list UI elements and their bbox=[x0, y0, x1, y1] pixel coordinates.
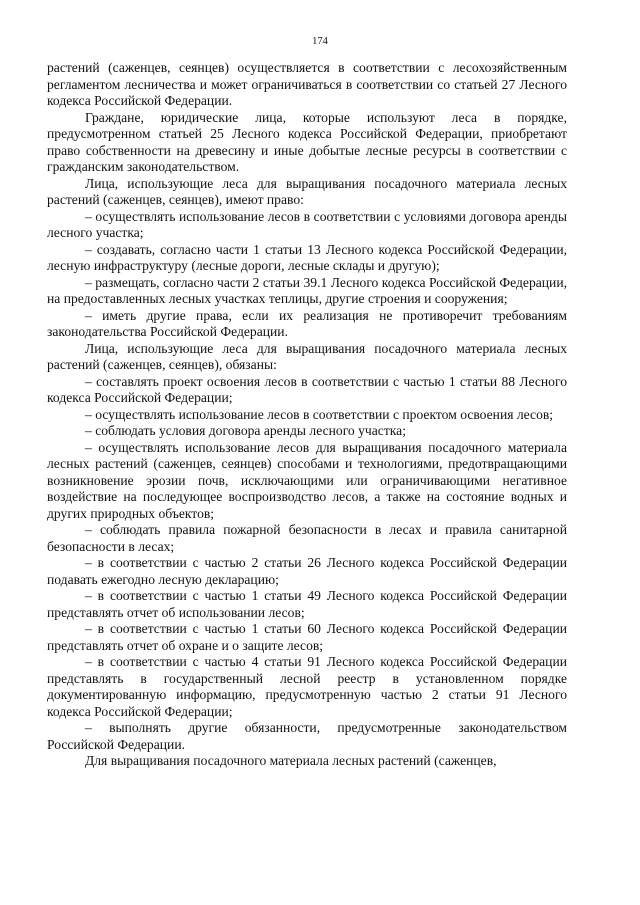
paragraph: – в соответствии с частью 4 статьи 91 Лесного кодекса Российской Федерации представлять в государственный лесной реестр в установленном порядке документированную информацию, предусмотренную частью 2 статьи 91 Лесного кодекса Российской Федерации; bbox=[47, 654, 567, 719]
paragraph: – выполнять другие обязанности, предусмотренные законодательством Российской Федерации. bbox=[47, 720, 567, 752]
paragraph: Лица, использующие леса для выращивания посадочного материала лесных растений (саженцев, сеянцев), обязаны: bbox=[47, 340, 567, 372]
paragraph: Лица, использующие леса для выращивания посадочного материала лесных растений (саженцев, сеянцев), имеют право: bbox=[47, 175, 567, 207]
paragraph: – составлять проект освоения лесов в соответствии с частью 1 статьи 88 Лесного кодекса Российской Федерации; bbox=[47, 373, 567, 405]
paragraph: Граждане, юридические лица, которые используют леса в порядке, предусмотренном статьей 25 Лесного кодекса Российской Федерации, приобретают право собственности на древесину и иные добытые лесные ресурсы в соответствии с гражданским законодательством. bbox=[47, 109, 567, 174]
paragraph: растений (саженцев, сеянцев) осуществляется в соответствии с лесохозяйственным регламентом лесничества и может ограничиваться в соответствии со статьей 27 Лесного кодекса Российской Федерации. bbox=[47, 60, 567, 108]
page-number: 174 bbox=[312, 36, 328, 47]
paragraph: – осуществлять использование лесов в соответствии с условиями договора аренды лесного участка; bbox=[47, 208, 567, 240]
paragraph: – соблюдать условия договора аренды лесного участка; bbox=[85, 423, 406, 438]
paragraph: – осуществлять использование лесов в соответствии с проектом освоения лесов; bbox=[85, 406, 554, 422]
paragraph: – создавать, согласно части 1 статьи 13 Лесного кодекса Российской Федерации, лесную инфраструктуру (лесные дороги, лесные склады и другую); bbox=[47, 241, 567, 273]
paragraph: – размещать, согласно части 2 статьи 39.1 Лесного кодекса Российской Федерации, на предоставленных лесных участках теплицы, другие строения и сооружения; bbox=[47, 274, 567, 306]
paragraph: – в соответствии с частью 1 статьи 49 Лесного кодекса Российской Федерации представлять отчет об использовании лесов; bbox=[47, 588, 567, 620]
paragraph: Для выращивания посадочного материала лесных растений (саженцев, bbox=[85, 753, 497, 768]
paragraph: – осуществлять использование лесов для выращивания посадочного материала лесных растений (саженцев, сеянцев) способами и технологиями, предотвращающими возникновение эрозии почв, исключающими или ограничивающими негативное воздействие на последующее воспроизводство лесов, а также на состояние водных и других природных объектов; bbox=[47, 439, 567, 521]
paragraph: – соблюдать правила пожарной безопасности в лесах и правила санитарной безопасности в лесах; bbox=[47, 522, 567, 554]
paragraph: – иметь другие права, если их реализация не противоречит требованиям законодательства Российской Федерации. bbox=[47, 307, 567, 339]
body-text bbox=[47, 60, 567, 770]
paragraph: – в соответствии с частью 2 статьи 26 Лесного кодекса Российской Федерации подавать ежегодно лесную декларацию; bbox=[47, 555, 567, 587]
paragraph: – в соответствии с частью 1 статьи 60 Лесного кодекса Российской Федерации представлять отчет об охране и о защите лесов; bbox=[47, 621, 567, 653]
